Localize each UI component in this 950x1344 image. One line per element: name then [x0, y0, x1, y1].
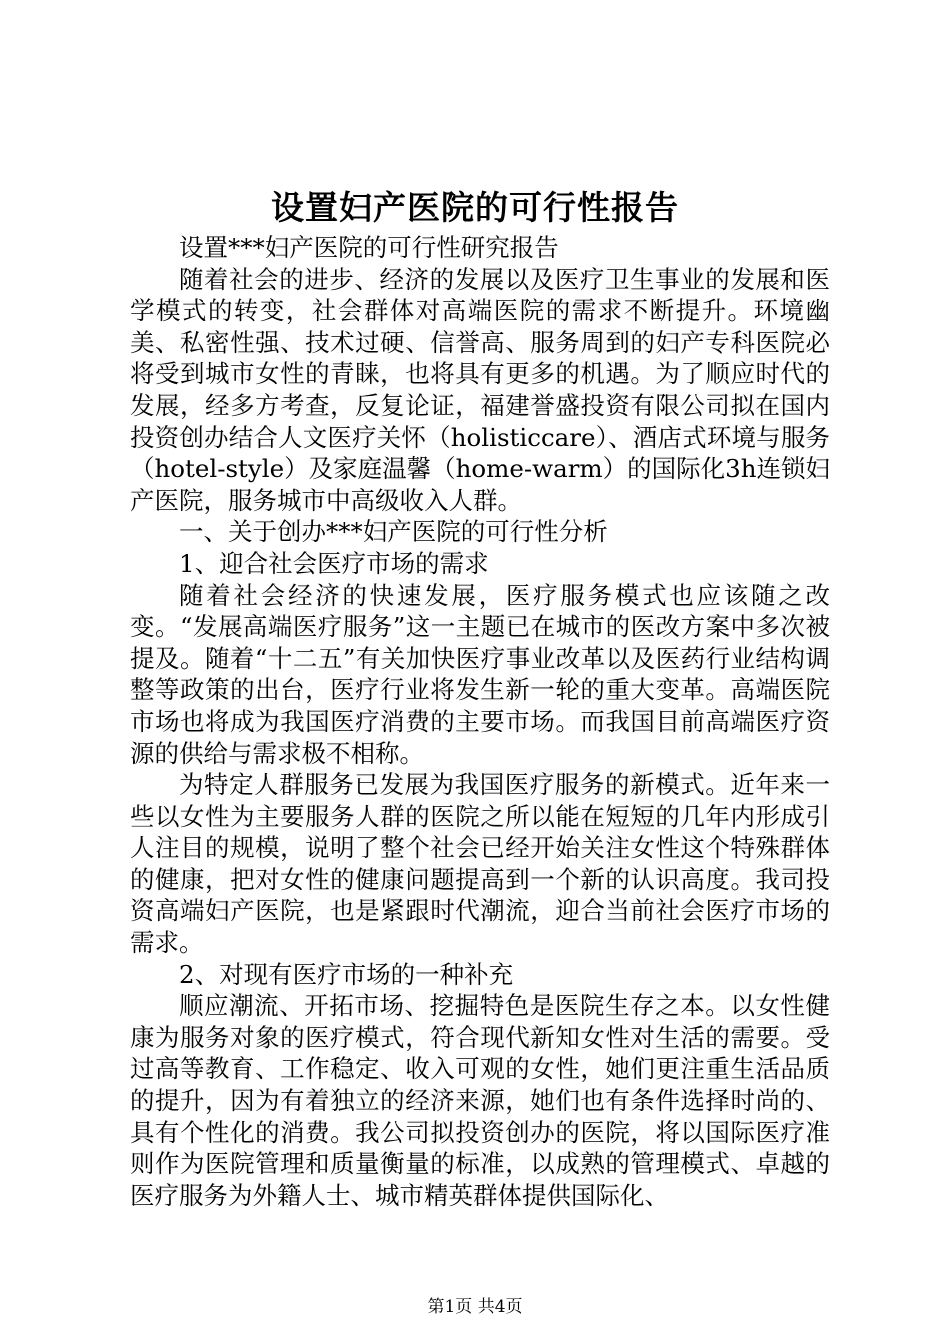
- page-footer: 第1页 共4页: [427, 1297, 523, 1317]
- section-heading: 一、关于创办***妇产医院的可行性分析: [179, 517, 608, 547]
- paragraph-target-group: 为特定人群服务已发展为我国医疗服务的新模式。近年来一些以女性为主要服务人群的医院之所以能在短短的几年内形成引人注目的规模，说明了整个社会已经开始关注女性这个特殊群体的健康，把对女性的健康问题提高到一个新的认识高度。我司投资高端妇产医院，也是紧跟时代潮流，迎合当前社会医疗市场的需求。: [130, 770, 830, 958]
- document-body: [130, 232, 830, 1211]
- subsection-heading: 1、迎合社会医疗市场的需求: [179, 548, 489, 578]
- document-title: 设置妇产医院的可行性报告: [271, 188, 679, 227]
- paragraph-supplement: 顺应潮流、开拓市场、挖掘特色是医院生存之本。以女性健康为服务对象的医疗模式，符合现代新知女性对生活的需要。受过高等教育、工作稳定、收入可观的女性，她们更注重生活品质的提升，因为有着独立的经济来源，她们也有条件选择时尚的、具有个性化的消费。我公司拟投资创办的医院，将以国际医疗准则作为医院管理和质量衡量的标准，以成熟的管理模式、卓越的医疗服务为外籍人士、城市精英群体提供国际化、: [130, 991, 830, 1210]
- paragraph-subtitle: 设置***妇产医院的可行性研究报告: [179, 233, 559, 262]
- paragraph-market-demand: 随着社会经济的快速发展，医疗服务模式也应该随之改变。“发展高端医疗服务”这一主题已在城市的医改方案中多次被提及。随着“十二五”有关加快医疗事业改革以及医药行业结构调整等政策的出台，医疗行业将发生新一轮的重大变革。高端医院市场也将成为我国医疗消费的主要市场。而我国目前高端医疗资源的供给与需求极不相称。: [130, 580, 830, 768]
- subsection-heading: 2、对现有医疗市场的一种补充: [179, 959, 514, 989]
- paragraph-intro: 随着社会的进步、经济的发展以及医疗卫生事业的发展和医学模式的转变，社会群体对高端医院的需求不断提升。环境幽美、私密性强、技术过硬、信誉高、服务周到的妇产专科医院必将受到城市女性的青睐，也将具有更多的机遇。为了顺应时代的发展，经多方考查，反复论证，福建誉盛投资有限公司拟在国内投资创办结合人文医疗关怀（holisticcare）、酒店式环境与服务（hotel-style）及家庭温馨（home-warm）的国际化3h连锁妇产医院，服务城市中高级收入人群。: [130, 264, 831, 515]
